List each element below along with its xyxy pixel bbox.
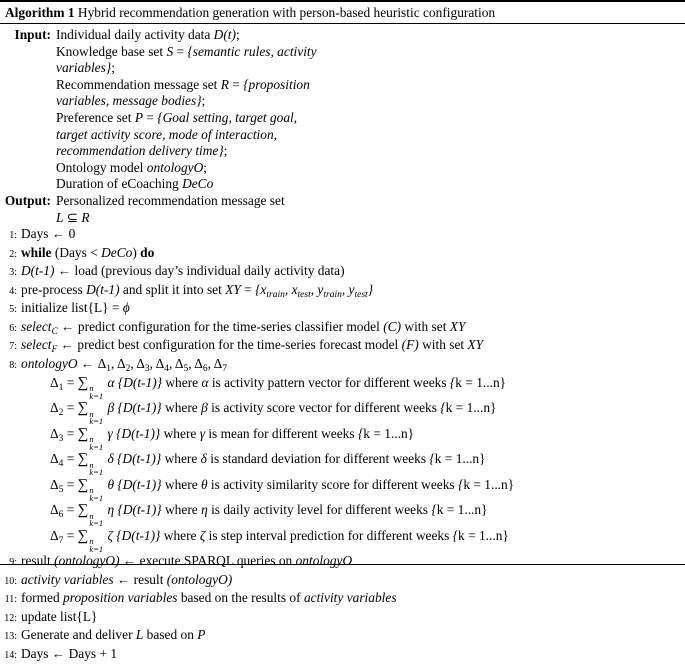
line-text: $\Delta_3$ = ∑ n k=1 γ {D(t-1)} where γ is mean for different weeks {k = 1...n} bbox=[50, 425, 415, 452]
header-line-text: Recommendation message set R = {proposition bbox=[56, 76, 310, 92]
header-line-text: Personalized recommendation message set bbox=[56, 192, 285, 208]
header-line bbox=[0, 60, 685, 77]
algorithm-io-block bbox=[0, 24, 685, 226]
header-line bbox=[0, 77, 685, 94]
algorithm-line bbox=[0, 426, 685, 452]
bottom-rule bbox=[0, 564, 685, 565]
line-number: 3: bbox=[9, 267, 17, 279]
sum-limits: n k=1 bbox=[89, 485, 104, 503]
header-line bbox=[0, 27, 685, 44]
algorithm-title-text: Hybrid recommendation generation with person-based heuristic configuration bbox=[74, 5, 496, 20]
header-line bbox=[0, 193, 685, 210]
sum-operator: ∑ bbox=[77, 476, 89, 493]
line-text: $\Delta_7$ = ∑ n k=1 ζ {D(t-1)} where ζ is step interval prediction for different weeks {k = 1...n} bbox=[50, 527, 509, 554]
line-text: formed proposition variables based on the results of activity variables bbox=[21, 590, 397, 606]
line-number: 5: bbox=[9, 304, 17, 316]
line-text: select$_C$ ← predict configuration for the time-series classifier model (C) with set XY bbox=[21, 318, 466, 337]
line-number: 4: bbox=[9, 285, 17, 297]
line-number: 6: bbox=[9, 322, 17, 334]
algorithm-line bbox=[0, 375, 685, 401]
algorithm-line bbox=[0, 627, 685, 646]
sum-operator: ∑ bbox=[77, 425, 89, 442]
header-line-text: Individual daily activity data D(t); bbox=[56, 27, 240, 42]
header-line bbox=[0, 160, 685, 177]
algorithm-line bbox=[0, 451, 685, 477]
header-line-text: Knowledge base set S = {semantic rules, activity bbox=[56, 43, 317, 59]
header-line-text: recommendation delivery time}; bbox=[56, 143, 228, 159]
algorithm-line bbox=[0, 263, 685, 282]
sum-limits: n k=1 bbox=[89, 408, 104, 426]
algorithm-line bbox=[0, 590, 685, 609]
sum-operator: ∑ bbox=[77, 374, 89, 391]
sum-operator: ∑ bbox=[77, 527, 89, 544]
algorithm-line bbox=[0, 226, 685, 245]
algorithm-line bbox=[0, 337, 685, 356]
line-text: $\Delta_5$ = ∑ n k=1 θ {D(t-1)} where θ is activity similarity score for different weeks {k = 1...n} bbox=[50, 476, 515, 503]
sum-limits: n k=1 bbox=[89, 383, 104, 401]
line-text: Days ← Days + 1 bbox=[21, 645, 118, 661]
algorithm-title-label: Algorithm 1 bbox=[5, 5, 75, 20]
io-label: Output: bbox=[4, 192, 51, 208]
sum-operator: ∑ bbox=[77, 451, 89, 467]
header-line bbox=[0, 93, 685, 110]
algorithm-line bbox=[0, 528, 685, 554]
header-line bbox=[0, 210, 685, 227]
line-number: 9: bbox=[9, 557, 17, 568]
algorithm-steps-block bbox=[0, 226, 685, 664]
sum-limits: n k=1 bbox=[89, 459, 104, 477]
line-number: 11: bbox=[4, 594, 17, 606]
header-line-text: Ontology model ontologyO; bbox=[56, 159, 208, 175]
line-text: Generate and deliver L based on P bbox=[21, 627, 206, 643]
line-number: 13: bbox=[4, 631, 17, 643]
line-text: $\Delta_2$ = ∑ n k=1 β {D(t-1)} where β is activity score vector for different weeks {k = 1...n} bbox=[50, 400, 497, 426]
algorithm-line bbox=[0, 646, 685, 664]
line-number: 8: bbox=[9, 359, 17, 371]
line-text: select$_F$ ← predict best configuration for the time-series forecast model (F) with set XY bbox=[21, 337, 484, 356]
line-number: 10: bbox=[4, 575, 17, 587]
line-number: 7: bbox=[9, 341, 17, 353]
algorithm-line bbox=[0, 553, 685, 572]
line-text: ontologyO ← $\Delta_1$, $\Delta_2$, $\Delta_3$, $\Delta_4$, $\Delta_5$, $\Delta_6$, $\Delta_7$ bbox=[21, 355, 227, 374]
algorithm-line bbox=[0, 609, 685, 628]
algorithm-line bbox=[0, 300, 685, 319]
line-number: 1: bbox=[9, 230, 17, 242]
line-text: D(t-1) ← load (previous day’s individual daily activity data) bbox=[21, 263, 345, 279]
header-line bbox=[0, 127, 685, 144]
line-text: update list{L} bbox=[21, 608, 98, 624]
algorithm-line bbox=[0, 245, 685, 264]
algorithm-line bbox=[0, 572, 685, 591]
line-text: $\Delta_6$ = ∑ n k=1 η {D(t-1)} where η is daily activity level for different weeks {k = 1...n} bbox=[50, 502, 488, 528]
header-line-text: variables, message bodies}; bbox=[56, 93, 206, 109]
line-text: Days ← 0 bbox=[21, 226, 76, 242]
algorithm-line bbox=[0, 477, 685, 503]
header-line-text: Preference set P = {Goal setting, target goal, bbox=[56, 109, 298, 125]
algorithm-line bbox=[0, 356, 685, 375]
header-line bbox=[0, 143, 685, 160]
header-line bbox=[0, 110, 685, 127]
header-line bbox=[0, 176, 685, 193]
line-number: 14: bbox=[4, 649, 17, 661]
line-text: $\Delta_4$ = ∑ n k=1 δ {D(t-1)} where δ is standard deviation for different weeks {k = 1...n} bbox=[50, 451, 486, 477]
sum-operator: ∑ bbox=[77, 400, 89, 416]
header-line-text: target activity score, mode of interaction, bbox=[56, 126, 278, 142]
header-line-text: L ⊆ R bbox=[56, 209, 90, 225]
line-text: while (Days < DeCo) do bbox=[21, 244, 155, 260]
line-text: initialize list{L} = ϕ bbox=[21, 300, 130, 316]
line-number: 12: bbox=[4, 612, 17, 624]
algorithm-line bbox=[0, 319, 685, 338]
algorithm-line bbox=[0, 502, 685, 528]
algorithm-line bbox=[0, 400, 685, 426]
line-text: $\Delta_1$ = ∑ n k=1 α {D(t-1)} where α is activity pattern vector for different weeks {k = 1...n} bbox=[50, 374, 507, 401]
sum-limits: n k=1 bbox=[89, 536, 104, 554]
sum-operator: ∑ bbox=[77, 502, 89, 518]
line-number: 2: bbox=[9, 248, 17, 260]
line-text: pre-process D(t-1) and split it into set XY = {$x_{train}$, $x_{test}$, $y_{train}$, $y_{test}$} bbox=[21, 281, 374, 300]
sum-limits: n k=1 bbox=[89, 434, 104, 452]
sum-limits: n k=1 bbox=[89, 510, 104, 528]
header-line-text: variables}; bbox=[56, 60, 115, 76]
line-text: activity variables ← result (ontologyO) bbox=[21, 571, 233, 587]
io-label: Input: bbox=[14, 27, 51, 42]
algorithm-title bbox=[0, 2, 685, 23]
header-line-text: Duration of eCoaching DeCo bbox=[56, 176, 214, 192]
line-text: result (ontologyO) ← execute SPARQL queries on ontologyO bbox=[21, 553, 353, 568]
algorithm-line bbox=[0, 282, 685, 301]
header-line bbox=[0, 44, 685, 61]
